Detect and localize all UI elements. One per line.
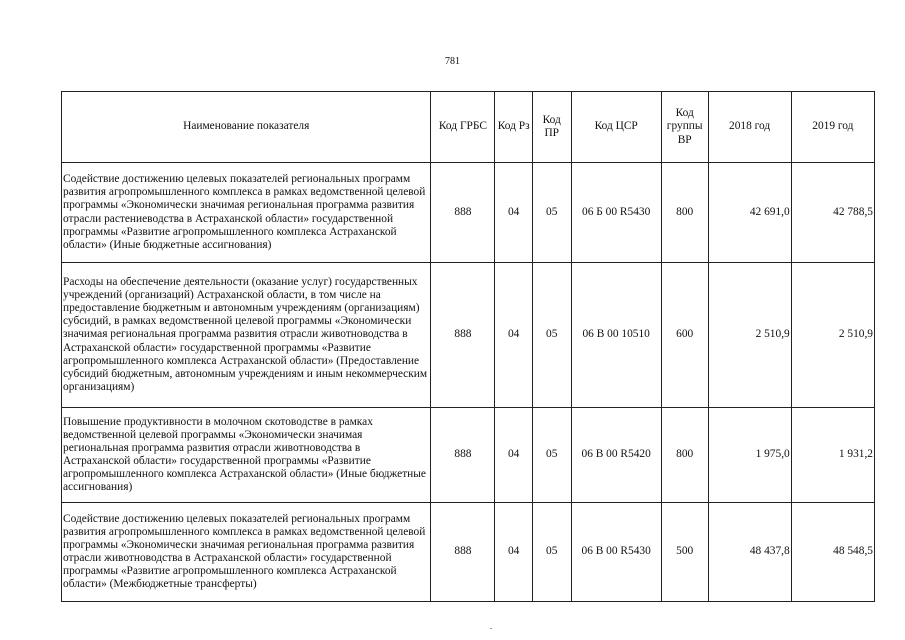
cell-rz: 04 bbox=[495, 163, 533, 263]
cell-grbs: 888 bbox=[431, 263, 495, 408]
cell-2018: 42 691,0 bbox=[708, 163, 791, 263]
table-row bbox=[62, 163, 875, 263]
cell-2018: 2 510,9 bbox=[708, 263, 791, 408]
table-row bbox=[62, 263, 875, 408]
cell-2019: 48 548,5 bbox=[791, 503, 874, 602]
header-rz: Код Рз bbox=[495, 92, 533, 163]
cell-vr: 800 bbox=[661, 163, 708, 263]
cell-name: Содействие достижению целевых показателей региональных программ развития агропромышленного комплекса в рамках ведомственной целевой программы «Экономически значимая региональная программа развития отрасли животноводства в Астраханской области» государственной программы «Развитие агропромышленного комплекса Астраханской области» (Межбюджетные трансферты) bbox=[62, 503, 431, 602]
cell-name: Расходы на обеспечение деятельности (оказание услуг) государственных учреждений (организаций) Астраханской области, в том числе на предоставление бюджетным и автономным учреждениям (организациям) субсидий, в рамках ведомственной целевой программы «Экономически значимая региональная программа развития отрасли животноводства в Астраханской области» государственной программы «Развитие агропромышленного комплекса Астраханской области» (Предоставление субсидий бюджетным, автономным учреждениям и иным некоммерческим организациям) bbox=[62, 263, 431, 408]
cell-name: Повышение продуктивности в молочном скотоводстве в рамках ведомственной целевой программы «Экономически значимая региональная программа развития отрасли животноводства в Астраханской области» государственной программы «Развитие агропромышленного комплекса Астраханской области» (Иные бюджетные ассигнования) bbox=[62, 408, 431, 503]
cell-vr: 600 bbox=[661, 263, 708, 408]
cell-rz: 04 bbox=[495, 408, 533, 503]
cell-rz: 04 bbox=[495, 503, 533, 602]
cell-grbs: 888 bbox=[431, 163, 495, 263]
header-vr: Код группы ВР bbox=[661, 92, 708, 163]
cell-2018: 48 437,8 bbox=[708, 503, 791, 602]
scan-artifact bbox=[490, 628, 492, 629]
page-number: 781 bbox=[445, 56, 460, 67]
cell-csr: 06 Б 00 R5430 bbox=[571, 163, 661, 263]
cell-pr: 05 bbox=[532, 408, 571, 503]
cell-name: Содействие достижению целевых показателей региональных программ развития агропромышленного комплекса в рамках ведомственной целевой программы «Экономически значимая региональная программа развития отрасли растениеводства в Астраханской области» государственной программы «Развитие агропромышленного комплекса Астраханской области» (Иные бюджетные ассигнования) bbox=[62, 163, 431, 263]
table-row bbox=[62, 503, 875, 602]
cell-2018: 1 975,0 bbox=[708, 408, 791, 503]
table-row bbox=[62, 408, 875, 503]
cell-vr: 500 bbox=[661, 503, 708, 602]
header-csr: Код ЦСР bbox=[571, 92, 661, 163]
header-grbs: Код ГРБС bbox=[431, 92, 495, 163]
table-header-row bbox=[62, 92, 875, 163]
cell-csr: 06 В 00 R5420 bbox=[571, 408, 661, 503]
cell-2019: 1 931,2 bbox=[791, 408, 874, 503]
cell-grbs: 888 bbox=[431, 503, 495, 602]
cell-pr: 05 bbox=[532, 503, 571, 602]
cell-2019: 2 510,9 bbox=[791, 263, 874, 408]
cell-csr: 06 В 00 R5430 bbox=[571, 503, 661, 602]
cell-vr: 800 bbox=[661, 408, 708, 503]
cell-pr: 05 bbox=[532, 163, 571, 263]
cell-csr: 06 В 00 10510 bbox=[571, 263, 661, 408]
cell-pr: 05 bbox=[532, 263, 571, 408]
budget-table bbox=[61, 91, 875, 602]
cell-grbs: 888 bbox=[431, 408, 495, 503]
header-name: Наименование показателя bbox=[62, 92, 431, 163]
header-pr: Код ПР bbox=[532, 92, 571, 163]
cell-2019: 42 788,5 bbox=[791, 163, 874, 263]
cell-rz: 04 bbox=[495, 263, 533, 408]
header-2019: 2019 год bbox=[791, 92, 874, 163]
header-2018: 2018 год bbox=[708, 92, 791, 163]
